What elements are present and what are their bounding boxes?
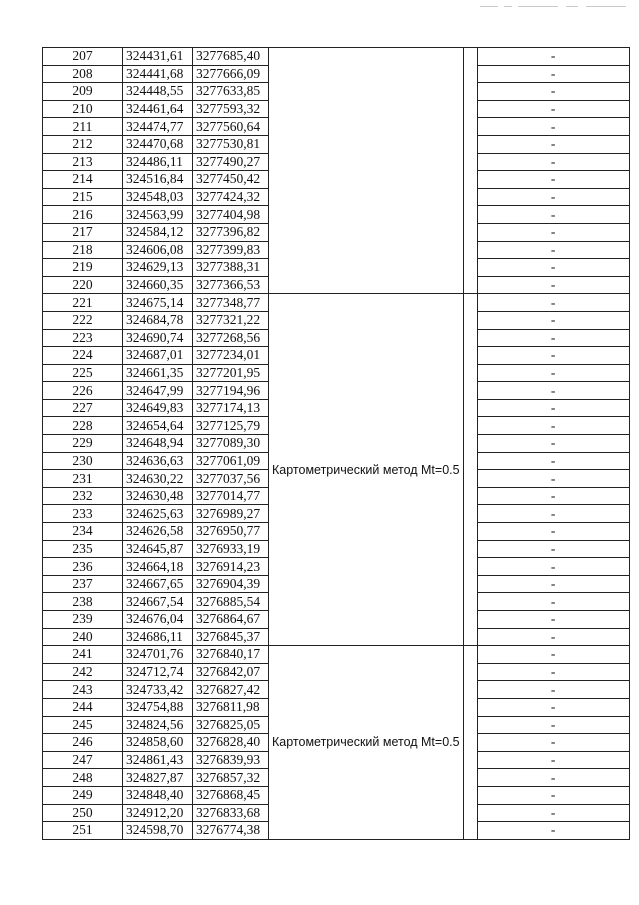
point-number-cell: 220 bbox=[43, 276, 123, 294]
note-cell: - bbox=[477, 223, 629, 241]
method-cell: Картометрический метод Mt=0.5 bbox=[269, 646, 464, 840]
point-number-cell: 242 bbox=[43, 663, 123, 681]
x-coordinate-cell: 324684,78 bbox=[123, 311, 193, 329]
note-cell: - bbox=[477, 452, 629, 470]
y-coordinate-cell: 3277201,95 bbox=[193, 364, 269, 382]
note-cell: - bbox=[477, 276, 629, 294]
point-number-cell: 239 bbox=[43, 611, 123, 629]
point-number-cell: 236 bbox=[43, 558, 123, 576]
y-coordinate-cell: 3276933,19 bbox=[193, 540, 269, 558]
y-coordinate-cell: 3276827,42 bbox=[193, 681, 269, 699]
y-coordinate-cell: 3277234,01 bbox=[193, 347, 269, 365]
note-cell: - bbox=[477, 417, 629, 435]
point-number-cell: 231 bbox=[43, 470, 123, 488]
x-coordinate-cell: 324606,08 bbox=[123, 241, 193, 259]
note-cell: - bbox=[477, 611, 629, 629]
note-cell: - bbox=[477, 540, 629, 558]
y-coordinate-cell: 3276885,54 bbox=[193, 593, 269, 611]
point-number-cell: 215 bbox=[43, 188, 123, 206]
note-cell: - bbox=[477, 100, 629, 118]
x-coordinate-cell: 324712,74 bbox=[123, 663, 193, 681]
y-coordinate-cell: 3277125,79 bbox=[193, 417, 269, 435]
x-coordinate-cell: 324448,55 bbox=[123, 83, 193, 101]
y-coordinate-cell: 3276828,40 bbox=[193, 734, 269, 752]
x-coordinate-cell: 324661,35 bbox=[123, 364, 193, 382]
x-coordinate-cell: 324629,13 bbox=[123, 259, 193, 277]
note-cell: - bbox=[477, 329, 629, 347]
x-coordinate-cell: 324470,68 bbox=[123, 135, 193, 153]
note-cell: - bbox=[477, 118, 629, 136]
y-coordinate-cell: 3276842,07 bbox=[193, 663, 269, 681]
x-coordinate-cell: 324687,01 bbox=[123, 347, 193, 365]
y-coordinate-cell: 3276857,32 bbox=[193, 769, 269, 787]
x-coordinate-cell: 324912,20 bbox=[123, 804, 193, 822]
x-coordinate-cell: 324431,61 bbox=[123, 48, 193, 66]
x-coordinate-cell: 324667,54 bbox=[123, 593, 193, 611]
x-coordinate-cell: 324625,63 bbox=[123, 505, 193, 523]
point-number-cell: 234 bbox=[43, 523, 123, 541]
note-cell: - bbox=[477, 523, 629, 541]
note-cell: - bbox=[477, 347, 629, 365]
y-coordinate-cell: 3277366,53 bbox=[193, 276, 269, 294]
point-number-cell: 217 bbox=[43, 223, 123, 241]
y-coordinate-cell: 3277530,81 bbox=[193, 135, 269, 153]
y-coordinate-cell: 3277424,32 bbox=[193, 188, 269, 206]
x-coordinate-cell: 324701,76 bbox=[123, 646, 193, 664]
note-cell: - bbox=[477, 311, 629, 329]
point-number-cell: 250 bbox=[43, 804, 123, 822]
table-row bbox=[43, 294, 630, 312]
x-coordinate-cell: 324584,12 bbox=[123, 223, 193, 241]
point-number-cell: 211 bbox=[43, 118, 123, 136]
point-number-cell: 249 bbox=[43, 786, 123, 804]
method-cell: Картометрический метод Mt=0.5 bbox=[269, 294, 464, 646]
note-cell: - bbox=[477, 470, 629, 488]
note-cell: - bbox=[477, 259, 629, 277]
method-cell bbox=[269, 48, 464, 294]
point-number-cell: 248 bbox=[43, 769, 123, 787]
point-number-cell: 227 bbox=[43, 399, 123, 417]
point-number-cell: 251 bbox=[43, 822, 123, 840]
point-number-cell: 224 bbox=[43, 347, 123, 365]
x-coordinate-cell: 324667,65 bbox=[123, 575, 193, 593]
point-number-cell: 213 bbox=[43, 153, 123, 171]
x-coordinate-cell: 324858,60 bbox=[123, 734, 193, 752]
point-number-cell: 226 bbox=[43, 382, 123, 400]
y-coordinate-cell: 3277593,32 bbox=[193, 100, 269, 118]
note-cell: - bbox=[477, 171, 629, 189]
x-coordinate-cell: 324647,99 bbox=[123, 382, 193, 400]
point-number-cell: 235 bbox=[43, 540, 123, 558]
point-number-cell: 216 bbox=[43, 206, 123, 224]
x-coordinate-cell: 324626,58 bbox=[123, 523, 193, 541]
note-cell: - bbox=[477, 487, 629, 505]
empty-cell bbox=[463, 646, 477, 840]
note-cell: - bbox=[477, 65, 629, 83]
note-cell: - bbox=[477, 663, 629, 681]
note-cell: - bbox=[477, 628, 629, 646]
note-cell: - bbox=[477, 241, 629, 259]
note-cell: - bbox=[477, 435, 629, 453]
x-coordinate-cell: 324441,68 bbox=[123, 65, 193, 83]
y-coordinate-cell: 3277666,09 bbox=[193, 65, 269, 83]
point-number-cell: 243 bbox=[43, 681, 123, 699]
y-coordinate-cell: 3277014,77 bbox=[193, 487, 269, 505]
y-coordinate-cell: 3276825,05 bbox=[193, 716, 269, 734]
x-coordinate-cell: 324824,56 bbox=[123, 716, 193, 734]
y-coordinate-cell: 3276811,98 bbox=[193, 698, 269, 716]
y-coordinate-cell: 3277194,96 bbox=[193, 382, 269, 400]
coordinates-table-body bbox=[43, 48, 630, 840]
note-cell: - bbox=[477, 822, 629, 840]
note-cell: - bbox=[477, 364, 629, 382]
y-coordinate-cell: 3276868,45 bbox=[193, 786, 269, 804]
note-cell: - bbox=[477, 769, 629, 787]
note-cell: - bbox=[477, 804, 629, 822]
x-coordinate-cell: 324645,87 bbox=[123, 540, 193, 558]
y-coordinate-cell: 3277268,56 bbox=[193, 329, 269, 347]
note-cell: - bbox=[477, 83, 629, 101]
x-coordinate-cell: 324563,99 bbox=[123, 206, 193, 224]
y-coordinate-cell: 3276833,68 bbox=[193, 804, 269, 822]
x-coordinate-cell: 324461,64 bbox=[123, 100, 193, 118]
x-coordinate-cell: 324676,04 bbox=[123, 611, 193, 629]
x-coordinate-cell: 324654,64 bbox=[123, 417, 193, 435]
y-coordinate-cell: 3276904,39 bbox=[193, 575, 269, 593]
y-coordinate-cell: 3276774,38 bbox=[193, 822, 269, 840]
y-coordinate-cell: 3277089,30 bbox=[193, 435, 269, 453]
note-cell: - bbox=[477, 505, 629, 523]
point-number-cell: 214 bbox=[43, 171, 123, 189]
x-coordinate-cell: 324630,22 bbox=[123, 470, 193, 488]
point-number-cell: 210 bbox=[43, 100, 123, 118]
note-cell: - bbox=[477, 188, 629, 206]
point-number-cell: 218 bbox=[43, 241, 123, 259]
note-cell: - bbox=[477, 716, 629, 734]
note-cell: - bbox=[477, 751, 629, 769]
note-cell: - bbox=[477, 206, 629, 224]
x-coordinate-cell: 324636,63 bbox=[123, 452, 193, 470]
y-coordinate-cell: 3277560,64 bbox=[193, 118, 269, 136]
table-row bbox=[43, 48, 630, 66]
point-number-cell: 229 bbox=[43, 435, 123, 453]
y-coordinate-cell: 3277061,09 bbox=[193, 452, 269, 470]
y-coordinate-cell: 3277396,82 bbox=[193, 223, 269, 241]
x-coordinate-cell: 324733,42 bbox=[123, 681, 193, 699]
y-coordinate-cell: 3277037,56 bbox=[193, 470, 269, 488]
point-number-cell: 246 bbox=[43, 734, 123, 752]
note-cell: - bbox=[477, 681, 629, 699]
x-coordinate-cell: 324660,35 bbox=[123, 276, 193, 294]
point-number-cell: 232 bbox=[43, 487, 123, 505]
note-cell: - bbox=[477, 575, 629, 593]
note-cell: - bbox=[477, 48, 629, 66]
point-number-cell: 238 bbox=[43, 593, 123, 611]
point-number-cell: 208 bbox=[43, 65, 123, 83]
x-coordinate-cell: 324648,94 bbox=[123, 435, 193, 453]
point-number-cell: 245 bbox=[43, 716, 123, 734]
point-number-cell: 240 bbox=[43, 628, 123, 646]
note-cell: - bbox=[477, 698, 629, 716]
y-coordinate-cell: 3277174,13 bbox=[193, 399, 269, 417]
note-cell: - bbox=[477, 135, 629, 153]
x-coordinate-cell: 324649,83 bbox=[123, 399, 193, 417]
x-coordinate-cell: 324690,74 bbox=[123, 329, 193, 347]
note-cell: - bbox=[477, 153, 629, 171]
point-number-cell: 228 bbox=[43, 417, 123, 435]
point-number-cell: 241 bbox=[43, 646, 123, 664]
point-number-cell: 209 bbox=[43, 83, 123, 101]
y-coordinate-cell: 3276950,77 bbox=[193, 523, 269, 541]
point-number-cell: 244 bbox=[43, 698, 123, 716]
y-coordinate-cell: 3276914,23 bbox=[193, 558, 269, 576]
x-coordinate-cell: 324754,88 bbox=[123, 698, 193, 716]
note-cell: - bbox=[477, 399, 629, 417]
point-number-cell: 223 bbox=[43, 329, 123, 347]
point-number-cell: 222 bbox=[43, 311, 123, 329]
note-cell: - bbox=[477, 786, 629, 804]
x-coordinate-cell: 324686,11 bbox=[123, 628, 193, 646]
empty-cell bbox=[463, 48, 477, 294]
point-number-cell: 233 bbox=[43, 505, 123, 523]
y-coordinate-cell: 3277321,22 bbox=[193, 311, 269, 329]
x-coordinate-cell: 324848,40 bbox=[123, 786, 193, 804]
x-coordinate-cell: 324630,48 bbox=[123, 487, 193, 505]
y-coordinate-cell: 3276839,93 bbox=[193, 751, 269, 769]
note-cell: - bbox=[477, 382, 629, 400]
point-number-cell: 219 bbox=[43, 259, 123, 277]
note-cell: - bbox=[477, 294, 629, 312]
x-coordinate-cell: 324827,87 bbox=[123, 769, 193, 787]
point-number-cell: 212 bbox=[43, 135, 123, 153]
y-coordinate-cell: 3276864,67 bbox=[193, 611, 269, 629]
x-coordinate-cell: 324675,14 bbox=[123, 294, 193, 312]
note-cell: - bbox=[477, 646, 629, 664]
note-cell: - bbox=[477, 593, 629, 611]
y-coordinate-cell: 3277450,42 bbox=[193, 171, 269, 189]
point-number-cell: 247 bbox=[43, 751, 123, 769]
y-coordinate-cell: 3277685,40 bbox=[193, 48, 269, 66]
x-coordinate-cell: 324516,84 bbox=[123, 171, 193, 189]
y-coordinate-cell: 3277490,27 bbox=[193, 153, 269, 171]
note-cell: - bbox=[477, 558, 629, 576]
point-number-cell: 221 bbox=[43, 294, 123, 312]
point-number-cell: 207 bbox=[43, 48, 123, 66]
x-coordinate-cell: 324664,18 bbox=[123, 558, 193, 576]
x-coordinate-cell: 324598,70 bbox=[123, 822, 193, 840]
x-coordinate-cell: 324486,11 bbox=[123, 153, 193, 171]
y-coordinate-cell: 3277348,77 bbox=[193, 294, 269, 312]
x-coordinate-cell: 324474,77 bbox=[123, 118, 193, 136]
y-coordinate-cell: 3276840,17 bbox=[193, 646, 269, 664]
table-row bbox=[43, 646, 630, 664]
point-number-cell: 237 bbox=[43, 575, 123, 593]
y-coordinate-cell: 3276989,27 bbox=[193, 505, 269, 523]
coordinates-table bbox=[42, 47, 630, 840]
y-coordinate-cell: 3276845,37 bbox=[193, 628, 269, 646]
empty-cell bbox=[463, 294, 477, 646]
y-coordinate-cell: 3277404,98 bbox=[193, 206, 269, 224]
point-number-cell: 230 bbox=[43, 452, 123, 470]
note-cell: - bbox=[477, 734, 629, 752]
x-coordinate-cell: 324861,43 bbox=[123, 751, 193, 769]
y-coordinate-cell: 3277633,85 bbox=[193, 83, 269, 101]
x-coordinate-cell: 324548,03 bbox=[123, 188, 193, 206]
scan-edge-marks bbox=[470, 6, 630, 8]
point-number-cell: 225 bbox=[43, 364, 123, 382]
y-coordinate-cell: 3277399,83 bbox=[193, 241, 269, 259]
y-coordinate-cell: 3277388,31 bbox=[193, 259, 269, 277]
